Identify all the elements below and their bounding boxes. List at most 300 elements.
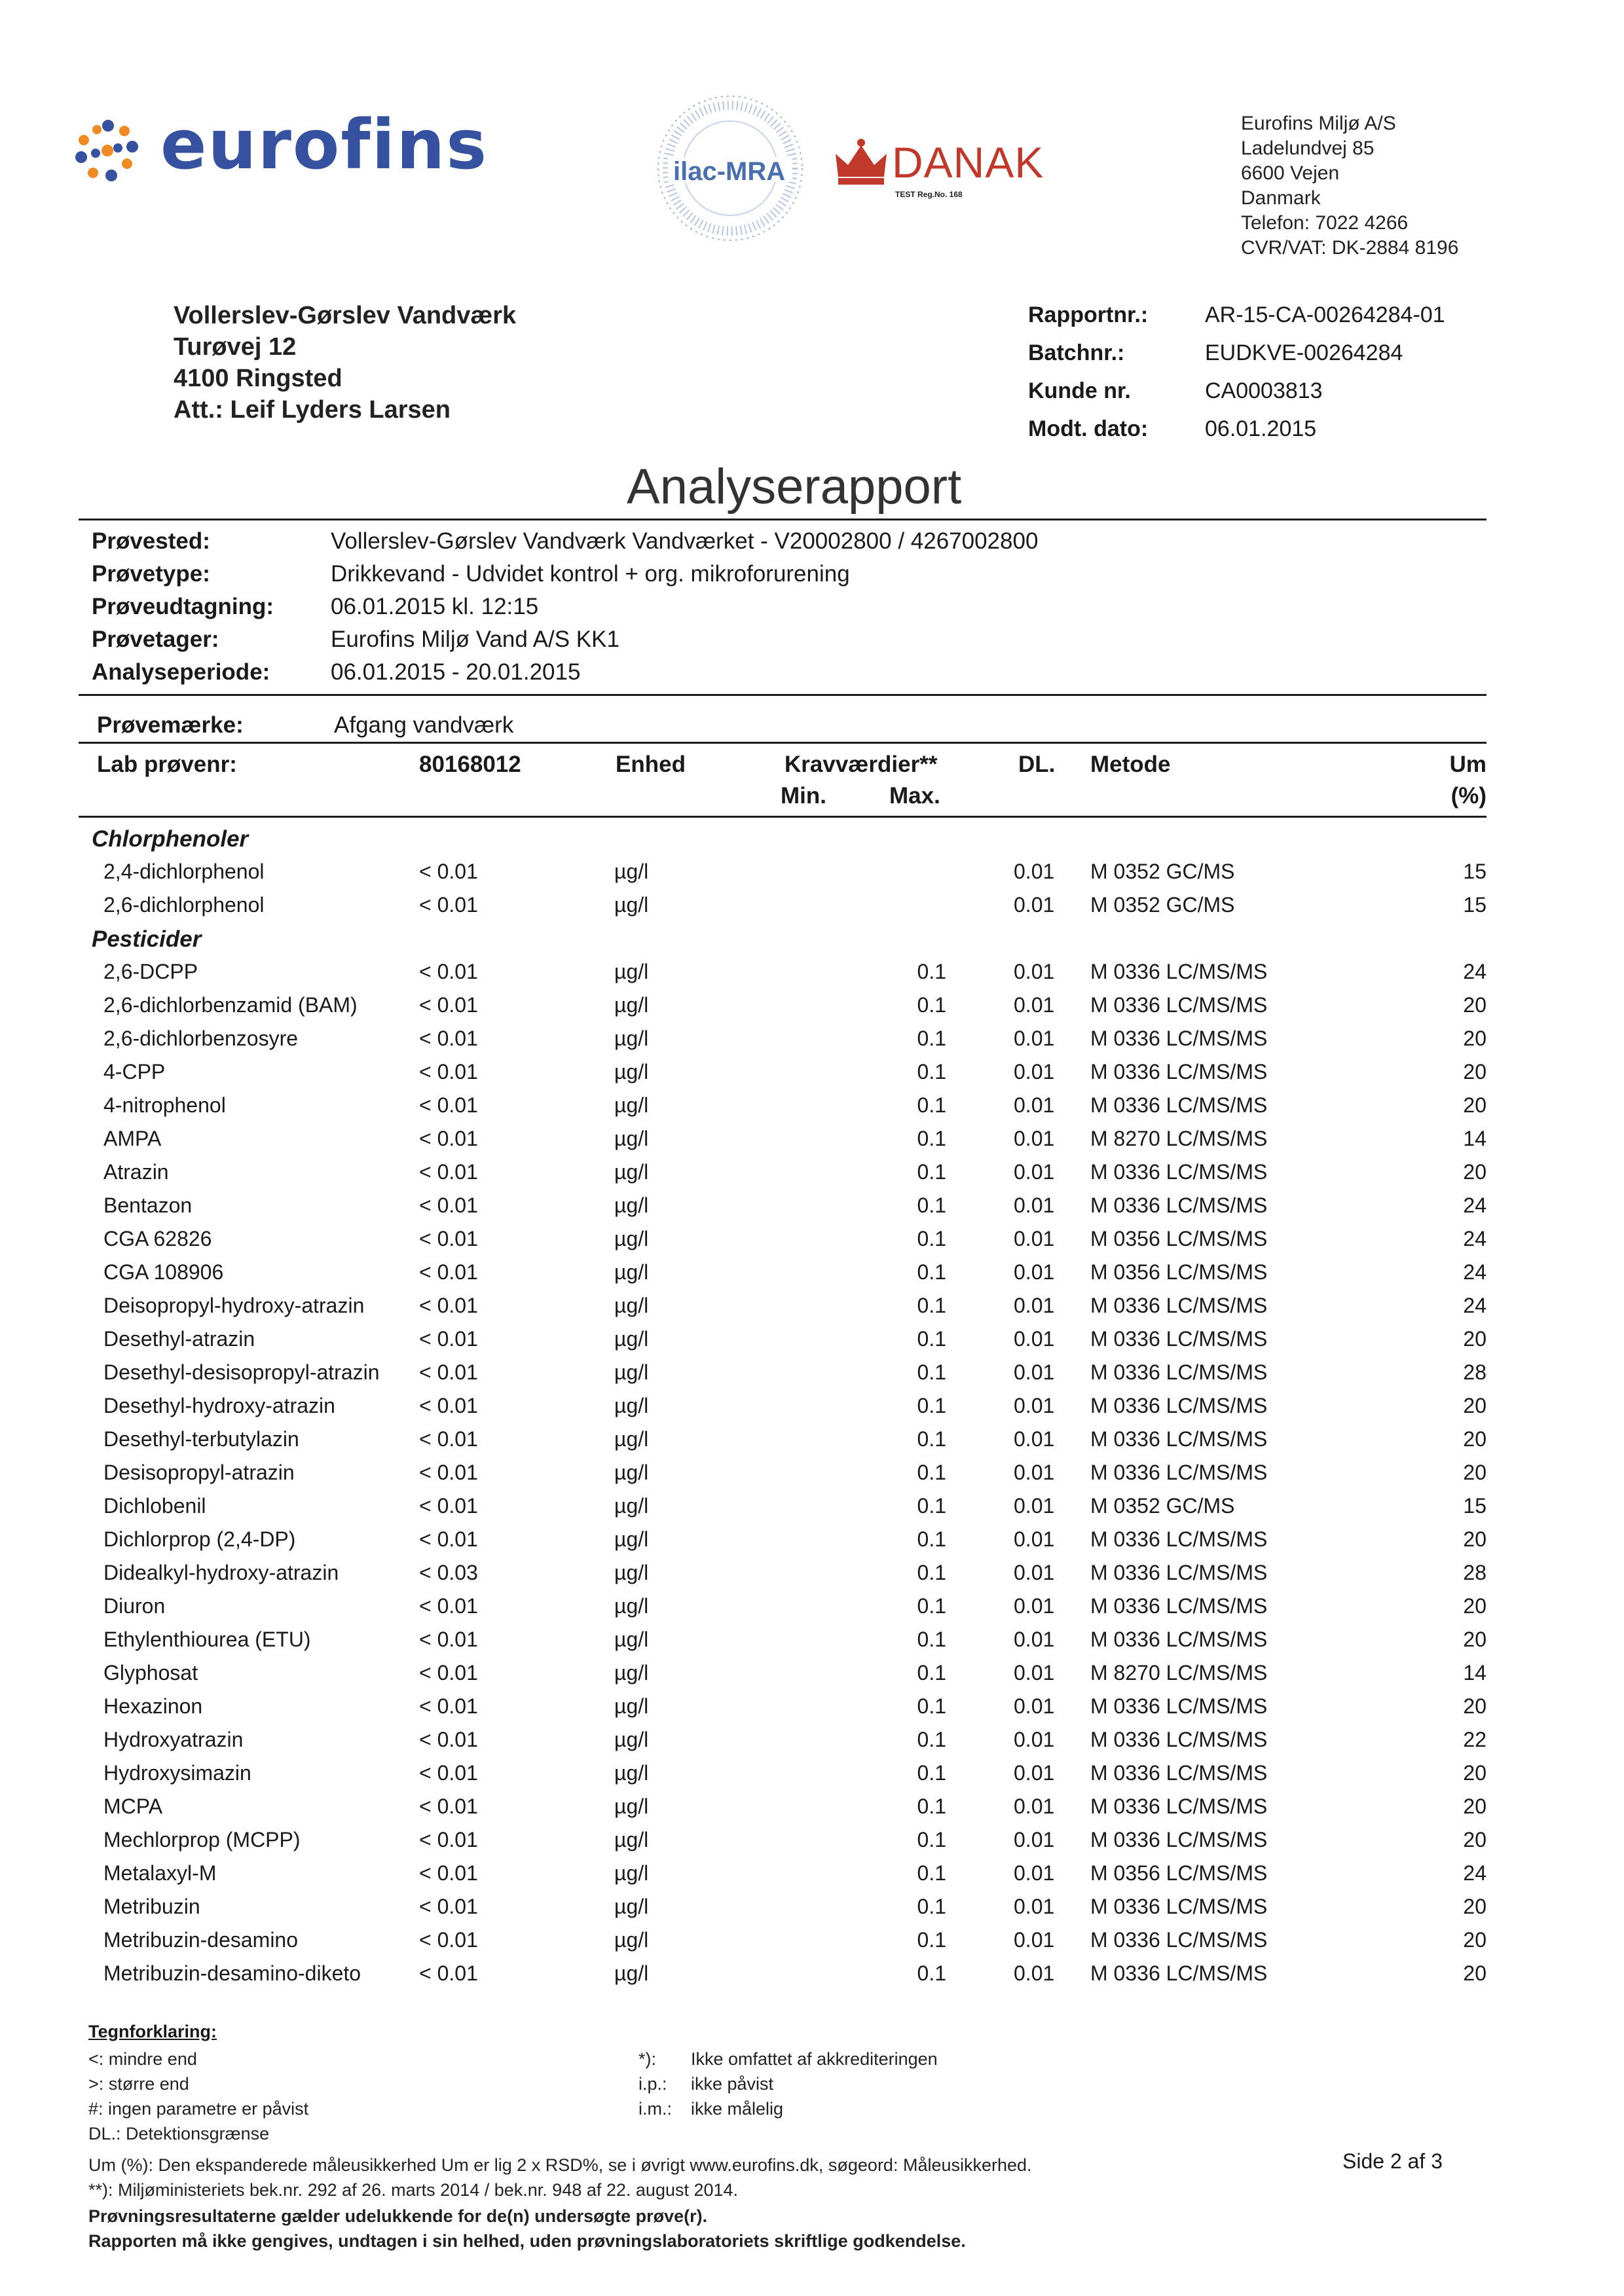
analyte-value: < 0.01 bbox=[419, 1628, 478, 1651]
analyte-unit: µg/l bbox=[614, 1194, 649, 1217]
analyte-max-limit: 0.1 bbox=[917, 1294, 946, 1317]
analyte-uncertainty: 15 bbox=[1463, 860, 1486, 883]
analyte-name: Metribuzin-desamino bbox=[103, 1928, 299, 1952]
analyte-dl: 0.01 bbox=[1014, 1961, 1055, 1985]
analyte-dl: 0.01 bbox=[1014, 1861, 1055, 1885]
meta-value: AR-15-CA-00264284-01 bbox=[1205, 302, 1445, 327]
analyte-value: < 0.01 bbox=[419, 1294, 478, 1317]
analyte-value: < 0.01 bbox=[419, 1828, 478, 1851]
info-value: 06.01.2015 kl. 12:15 bbox=[331, 594, 539, 619]
analyte-method: M 0336 LC/MS/MS bbox=[1090, 1160, 1268, 1184]
eurofins-dots-icon bbox=[72, 117, 144, 189]
analyte-name: Dichlorprop (2,4-DP) bbox=[103, 1527, 296, 1551]
analyte-max-limit: 0.1 bbox=[917, 1127, 946, 1150]
analyte-name: Diuron bbox=[103, 1594, 166, 1618]
crown-icon bbox=[832, 137, 891, 190]
section-title: Pesticider bbox=[92, 926, 202, 952]
analyte-method: M 0356 LC/MS/MS bbox=[1090, 1260, 1268, 1284]
analyte-max-limit: 0.1 bbox=[917, 1427, 946, 1451]
info-value: Vollerslev-Gørslev Vandværk Vandværket - V20002800 / 4267002800 bbox=[331, 528, 1039, 554]
analyte-uncertainty: 20 bbox=[1463, 993, 1486, 1017]
analyte-value: < 0.01 bbox=[419, 1961, 478, 1985]
analyte-unit: µg/l bbox=[614, 1861, 649, 1885]
analyte-method: M 0336 LC/MS/MS bbox=[1090, 1761, 1268, 1785]
analyte-unit: µg/l bbox=[614, 1728, 649, 1751]
analyte-uncertainty: 24 bbox=[1463, 960, 1486, 983]
analyte-value: < 0.01 bbox=[419, 860, 478, 883]
meta-label: Kunde nr. bbox=[1028, 378, 1131, 403]
legend-text: ikke målelig bbox=[691, 2099, 784, 2119]
analyte-value: < 0.01 bbox=[419, 1194, 478, 1217]
analyte-method: M 0336 LC/MS/MS bbox=[1090, 1961, 1268, 1985]
analyte-unit: µg/l bbox=[614, 860, 649, 883]
analyte-max-limit: 0.1 bbox=[917, 1761, 946, 1785]
analyte-name: 2,6-dichlorbenzosyre bbox=[103, 1027, 299, 1050]
analyte-uncertainty: 20 bbox=[1463, 1928, 1486, 1952]
analyte-dl: 0.01 bbox=[1014, 1260, 1055, 1284]
info-label: Prøvetype: bbox=[92, 561, 210, 587]
company-name: Eurofins Miljø A/S bbox=[1241, 113, 1396, 134]
analyte-max-limit: 0.1 bbox=[917, 1527, 946, 1551]
analyte-dl: 0.01 bbox=[1014, 1327, 1055, 1351]
company-country: Danmark bbox=[1241, 187, 1321, 209]
divider bbox=[79, 816, 1486, 818]
analyte-unit: µg/l bbox=[614, 993, 649, 1017]
analyte-method: M 0336 LC/MS/MS bbox=[1090, 1461, 1268, 1484]
analyte-uncertainty: 20 bbox=[1463, 1761, 1486, 1785]
analyte-uncertainty: 20 bbox=[1463, 1828, 1486, 1851]
analyte-dl: 0.01 bbox=[1014, 1294, 1055, 1317]
analyte-value: < 0.01 bbox=[419, 1928, 478, 1952]
analyte-method: M 0336 LC/MS/MS bbox=[1090, 1795, 1268, 1818]
analyte-dl: 0.01 bbox=[1014, 1661, 1055, 1685]
meta-label: Rapportnr.: bbox=[1028, 302, 1149, 327]
col-unit: Enhed bbox=[616, 752, 686, 777]
analyte-method: M 0336 LC/MS/MS bbox=[1090, 1394, 1268, 1417]
analyte-uncertainty: 24 bbox=[1463, 1260, 1486, 1284]
analyte-name: Desethyl-hydroxy-atrazin bbox=[103, 1394, 335, 1417]
analyte-unit: µg/l bbox=[614, 1160, 649, 1184]
company-vat: CVR/VAT: DK-2884 8196 bbox=[1241, 237, 1459, 259]
analyte-value: < 0.01 bbox=[419, 1527, 478, 1551]
divider bbox=[79, 694, 1486, 696]
analyte-uncertainty: 20 bbox=[1463, 1461, 1486, 1484]
analyte-dl: 0.01 bbox=[1014, 1594, 1055, 1618]
analyte-value: < 0.01 bbox=[419, 1461, 478, 1484]
analyte-uncertainty: 20 bbox=[1463, 1895, 1486, 1918]
analyte-uncertainty: 14 bbox=[1463, 1127, 1486, 1150]
analyte-unit: µg/l bbox=[614, 1327, 649, 1351]
analyte-dl: 0.01 bbox=[1014, 1828, 1055, 1851]
col-dl: DL. bbox=[1018, 752, 1056, 777]
col-limits: Kravværdier** bbox=[784, 752, 938, 777]
analyte-name: Desethyl-terbutylazin bbox=[103, 1427, 299, 1451]
analyte-dl: 0.01 bbox=[1014, 1728, 1055, 1751]
analyte-value: < 0.01 bbox=[419, 1027, 478, 1050]
analyte-value: < 0.01 bbox=[419, 1594, 478, 1618]
analyte-value: < 0.01 bbox=[419, 1093, 478, 1117]
analyte-uncertainty: 28 bbox=[1463, 1561, 1486, 1584]
analyte-unit: µg/l bbox=[614, 1594, 649, 1618]
legend-key: i.m.: bbox=[638, 2099, 672, 2119]
analyte-value: < 0.01 bbox=[419, 1494, 478, 1518]
col-lab-sample: Lab prøvenr: bbox=[97, 752, 237, 777]
analyte-max-limit: 0.1 bbox=[917, 1260, 946, 1284]
analyte-max-limit: 0.1 bbox=[917, 1828, 946, 1851]
analyte-dl: 0.01 bbox=[1014, 1093, 1055, 1117]
report-title: Analyserapport bbox=[627, 459, 962, 515]
analyte-dl: 0.01 bbox=[1014, 1027, 1055, 1050]
analyte-name: MCPA bbox=[103, 1795, 163, 1818]
analyte-name: Desethyl-desisopropyl-atrazin bbox=[103, 1360, 380, 1384]
analyte-uncertainty: 20 bbox=[1463, 1027, 1486, 1050]
analyte-max-limit: 0.1 bbox=[917, 1628, 946, 1651]
analyte-dl: 0.01 bbox=[1014, 993, 1055, 1017]
analyte-uncertainty: 24 bbox=[1463, 1194, 1486, 1217]
analyte-value: < 0.01 bbox=[419, 1360, 478, 1384]
meta-label: Batchnr.: bbox=[1028, 340, 1125, 365]
analyte-name: Hydroxysimazin bbox=[103, 1761, 251, 1785]
analyte-dl: 0.01 bbox=[1014, 1127, 1055, 1150]
analyte-unit: µg/l bbox=[614, 1761, 649, 1785]
analyte-value: < 0.01 bbox=[419, 1861, 478, 1885]
analyte-max-limit: 0.1 bbox=[917, 1160, 946, 1184]
analyte-uncertainty: 20 bbox=[1463, 1694, 1486, 1718]
analyte-unit: µg/l bbox=[614, 1427, 649, 1451]
analyte-name: Glyphosat bbox=[103, 1661, 198, 1685]
analyte-name: 4-CPP bbox=[103, 1060, 166, 1084]
analyte-method: M 0336 LC/MS/MS bbox=[1090, 1027, 1268, 1050]
meta-value: CA0003813 bbox=[1205, 378, 1323, 403]
analyte-method: M 0336 LC/MS/MS bbox=[1090, 1093, 1268, 1117]
analyte-method: M 0336 LC/MS/MS bbox=[1090, 1828, 1268, 1851]
analyte-max-limit: 0.1 bbox=[917, 1060, 946, 1084]
analyte-value: < 0.01 bbox=[419, 1127, 478, 1150]
analyte-unit: µg/l bbox=[614, 1127, 649, 1150]
analyte-value: < 0.01 bbox=[419, 1327, 478, 1351]
analyte-method: M 8270 LC/MS/MS bbox=[1090, 1661, 1268, 1685]
legend-item: <: mindre end bbox=[88, 2049, 197, 2069]
analyte-uncertainty: 20 bbox=[1463, 1961, 1486, 1985]
info-label: Prøveudtagning: bbox=[92, 594, 274, 619]
ilac-mra-seal bbox=[648, 92, 812, 246]
analyte-method: M 8270 LC/MS/MS bbox=[1090, 1127, 1268, 1150]
analyte-value: < 0.01 bbox=[419, 1060, 478, 1084]
analyte-max-limit: 0.1 bbox=[917, 1360, 946, 1384]
analyte-max-limit: 0.1 bbox=[917, 1194, 946, 1217]
analyte-dl: 0.01 bbox=[1014, 1928, 1055, 1952]
analyte-name: 2,6-DCPP bbox=[103, 960, 198, 983]
analyte-max-limit: 0.1 bbox=[917, 1093, 946, 1117]
analyte-value: < 0.01 bbox=[419, 1728, 478, 1751]
analyte-max-limit: 0.1 bbox=[917, 1494, 946, 1518]
analyte-method: M 0336 LC/MS/MS bbox=[1090, 1928, 1268, 1952]
analyte-unit: µg/l bbox=[614, 1060, 649, 1084]
analyte-value: < 0.01 bbox=[419, 993, 478, 1017]
info-label: Analyseperiode: bbox=[92, 659, 270, 685]
analyte-max-limit: 0.1 bbox=[917, 1795, 946, 1818]
analyte-max-limit: 0.1 bbox=[917, 960, 946, 983]
analyte-method: M 0336 LC/MS/MS bbox=[1090, 1427, 1268, 1451]
analyte-method: M 0352 GC/MS bbox=[1090, 860, 1235, 883]
customer-address bbox=[174, 300, 516, 426]
analyte-method: M 0336 LC/MS/MS bbox=[1090, 1060, 1268, 1084]
meta-label: Modt. dato: bbox=[1028, 416, 1149, 441]
analyte-dl: 0.01 bbox=[1014, 1494, 1055, 1518]
company-city: 6600 Vejen bbox=[1241, 162, 1340, 184]
col-sample-number: 80168012 bbox=[419, 752, 521, 777]
analyte-method: M 0336 LC/MS/MS bbox=[1090, 1728, 1268, 1751]
analyte-value: < 0.01 bbox=[419, 1895, 478, 1918]
analyte-value: < 0.01 bbox=[419, 1761, 478, 1785]
analyte-method: M 0336 LC/MS/MS bbox=[1090, 1527, 1268, 1551]
company-street: Ladelundvej 85 bbox=[1241, 137, 1375, 159]
meta-value: EUDKVE-00264284 bbox=[1205, 340, 1403, 365]
analyte-name: Didealkyl-hydroxy-atrazin bbox=[103, 1561, 339, 1584]
analyte-uncertainty: 20 bbox=[1463, 1060, 1486, 1084]
analyte-method: M 0336 LC/MS/MS bbox=[1090, 993, 1268, 1017]
analyte-dl: 0.01 bbox=[1014, 1694, 1055, 1718]
analyte-dl: 0.01 bbox=[1014, 1427, 1055, 1451]
legend-key: *): bbox=[638, 2049, 656, 2069]
analyte-max-limit: 0.1 bbox=[917, 1327, 946, 1351]
analyte-name: 2,4-dichlorphenol bbox=[103, 860, 265, 883]
analyte-uncertainty: 14 bbox=[1463, 1661, 1486, 1685]
analyte-unit: µg/l bbox=[614, 1461, 649, 1484]
analyte-name: 2,6-dichlorbenzamid (BAM) bbox=[103, 993, 358, 1017]
analyte-unit: µg/l bbox=[614, 1294, 649, 1317]
analyte-max-limit: 0.1 bbox=[917, 1661, 946, 1685]
analyte-dl: 0.01 bbox=[1014, 893, 1055, 917]
info-value: 06.01.2015 - 20.01.2015 bbox=[331, 659, 581, 685]
analyte-dl: 0.01 bbox=[1014, 1628, 1055, 1651]
analyte-name: Metribuzin bbox=[103, 1895, 200, 1918]
analyte-uncertainty: 20 bbox=[1463, 1795, 1486, 1818]
ilac-label: ilac-MRA bbox=[673, 157, 786, 186]
analyte-name: Hydroxyatrazin bbox=[103, 1728, 244, 1751]
analyte-method: M 0336 LC/MS/MS bbox=[1090, 1360, 1268, 1384]
analyte-unit: µg/l bbox=[614, 1895, 649, 1918]
meta-value: 06.01.2015 bbox=[1205, 416, 1317, 441]
analyte-name: CGA 108906 bbox=[103, 1260, 224, 1284]
analyte-name: Deisopropyl-hydroxy-atrazin bbox=[103, 1294, 365, 1317]
analyte-method: M 0336 LC/MS/MS bbox=[1090, 1294, 1268, 1317]
col-um: Um bbox=[1449, 752, 1486, 777]
analyte-unit: µg/l bbox=[614, 1694, 649, 1718]
analyte-unit: µg/l bbox=[614, 1027, 649, 1050]
analyte-method: M 0336 LC/MS/MS bbox=[1090, 1594, 1268, 1618]
analyte-dl: 0.01 bbox=[1014, 1394, 1055, 1417]
analyte-uncertainty: 20 bbox=[1463, 1594, 1486, 1618]
analyte-max-limit: 0.1 bbox=[917, 1861, 946, 1885]
section-title: Chlorphenoler bbox=[92, 826, 249, 852]
analyte-uncertainty: 20 bbox=[1463, 1160, 1486, 1184]
analyte-value: < 0.01 bbox=[419, 1795, 478, 1818]
analyte-dl: 0.01 bbox=[1014, 1461, 1055, 1484]
analyte-name: AMPA bbox=[103, 1127, 162, 1150]
customer-city: 4100 Ringsted bbox=[174, 365, 342, 392]
analyte-max-limit: 0.1 bbox=[917, 1594, 946, 1618]
analyte-name: Ethylenthiourea (ETU) bbox=[103, 1628, 311, 1651]
company-phone: Telefon: 7022 4266 bbox=[1241, 212, 1409, 234]
analyte-max-limit: 0.1 bbox=[917, 1394, 946, 1417]
um-note: Um (%): Den ekspanderede måleusikkerhed Um er lig 2 x RSD%, se i øvrigt www.eurofins.dk, søgeord: Måleusikkerhed. bbox=[88, 2155, 1032, 2175]
info-label: Prøvetager: bbox=[92, 627, 219, 652]
analyte-name: Desisopropyl-atrazin bbox=[103, 1461, 295, 1484]
page-number: Side 2 af 3 bbox=[1342, 2149, 1443, 2173]
analyte-unit: µg/l bbox=[614, 1661, 649, 1685]
analyte-value: < 0.01 bbox=[419, 1394, 478, 1417]
analyte-method: M 0336 LC/MS/MS bbox=[1090, 1327, 1268, 1351]
analyte-name: Metribuzin-desamino-diketo bbox=[103, 1961, 361, 1985]
analyte-uncertainty: 20 bbox=[1463, 1628, 1486, 1651]
analyte-max-limit: 0.1 bbox=[917, 1227, 946, 1250]
analyte-name: Metalaxyl-M bbox=[103, 1861, 217, 1885]
company-address bbox=[1241, 111, 1458, 261]
customer-name: Vollerslev-Gørslev Vandværk bbox=[174, 302, 517, 329]
analyte-uncertainty: 15 bbox=[1463, 893, 1486, 917]
analyte-max-limit: 0.1 bbox=[917, 1027, 946, 1050]
analyte-unit: µg/l bbox=[614, 1828, 649, 1851]
analyte-uncertainty: 15 bbox=[1463, 1494, 1486, 1518]
analyte-dl: 0.01 bbox=[1014, 1360, 1055, 1384]
sample-mark-label: Prøvemærke: bbox=[97, 712, 244, 738]
analyte-uncertainty: 20 bbox=[1463, 1394, 1486, 1417]
legend-item: DL.: Detektionsgrænse bbox=[88, 2124, 270, 2143]
analyte-max-limit: 0.1 bbox=[917, 1561, 946, 1584]
analyte-max-limit: 0.1 bbox=[917, 1961, 946, 1985]
analyte-name: Hexazinon bbox=[103, 1694, 203, 1718]
analyte-name: 4-nitrophenol bbox=[103, 1093, 226, 1117]
analyte-max-limit: 0.1 bbox=[917, 1928, 946, 1952]
analyte-unit: µg/l bbox=[614, 1928, 649, 1952]
analyte-dl: 0.01 bbox=[1014, 1561, 1055, 1584]
analyte-uncertainty: 20 bbox=[1463, 1427, 1486, 1451]
danak-wordmark: DANAK bbox=[892, 138, 1044, 187]
col-min: Min. bbox=[781, 783, 826, 809]
legend-item: #: ingen parametre er påvist bbox=[88, 2099, 309, 2119]
analyte-unit: µg/l bbox=[614, 1494, 649, 1518]
analyte-name: Mechlorprop (MCPP) bbox=[103, 1828, 301, 1851]
analyte-method: M 0336 LC/MS/MS bbox=[1090, 1895, 1268, 1918]
analyte-method: M 0336 LC/MS/MS bbox=[1090, 1694, 1268, 1718]
eurofins-wordmark: eurofins bbox=[160, 105, 489, 185]
analyte-value: < 0.03 bbox=[419, 1561, 478, 1584]
customer-street: Turøvej 12 bbox=[174, 333, 297, 361]
analyte-unit: µg/l bbox=[614, 1227, 649, 1250]
analyte-method: M 0336 LC/MS/MS bbox=[1090, 1628, 1268, 1651]
analyte-name: Desethyl-atrazin bbox=[103, 1327, 255, 1351]
analyte-dl: 0.01 bbox=[1014, 960, 1055, 983]
analyte-unit: µg/l bbox=[614, 1628, 649, 1651]
legend-text: Ikke omfattet af akkrediteringen bbox=[691, 2049, 938, 2069]
analyte-uncertainty: 20 bbox=[1463, 1093, 1486, 1117]
analyte-dl: 0.01 bbox=[1014, 1895, 1055, 1918]
col-max: Max. bbox=[889, 783, 940, 809]
analyte-max-limit: 0.1 bbox=[917, 1728, 946, 1751]
analyte-dl: 0.01 bbox=[1014, 1527, 1055, 1551]
analyte-value: < 0.01 bbox=[419, 1661, 478, 1685]
analyte-max-limit: 0.1 bbox=[917, 1895, 946, 1918]
analyte-max-limit: 0.1 bbox=[917, 1461, 946, 1484]
legend-key: i.p.: bbox=[638, 2074, 667, 2094]
analyte-uncertainty: 20 bbox=[1463, 1527, 1486, 1551]
analyte-value: < 0.01 bbox=[419, 1227, 478, 1250]
analyte-unit: µg/l bbox=[614, 1961, 649, 1985]
analyte-dl: 0.01 bbox=[1014, 1761, 1055, 1785]
analyte-dl: 0.01 bbox=[1014, 1060, 1055, 1084]
analyte-uncertainty: 24 bbox=[1463, 1227, 1486, 1250]
analyte-name: CGA 62826 bbox=[103, 1227, 212, 1250]
sample-mark-value: Afgang vandværk bbox=[334, 712, 514, 738]
analyte-value: < 0.01 bbox=[419, 1694, 478, 1718]
analyte-unit: µg/l bbox=[614, 1260, 649, 1284]
analyte-method: M 0356 LC/MS/MS bbox=[1090, 1227, 1268, 1250]
analyte-value: < 0.01 bbox=[419, 1160, 478, 1184]
col-um-unit: (%) bbox=[1450, 783, 1486, 809]
analyte-unit: µg/l bbox=[614, 1394, 649, 1417]
analyte-method: M 0336 LC/MS/MS bbox=[1090, 1194, 1268, 1217]
analyte-value: < 0.01 bbox=[419, 1260, 478, 1284]
legend-title: Tegnforklaring: bbox=[88, 2022, 217, 2041]
analyte-unit: µg/l bbox=[614, 1527, 649, 1551]
disclaimer-copy: Rapporten må ikke gengives, undtagen i sin helhed, uden prøvningslaboratoriets skriftlige godkendelse. bbox=[88, 2231, 966, 2251]
analyte-uncertainty: 24 bbox=[1463, 1861, 1486, 1885]
customer-att: Att.: Leif Lyders Larsen bbox=[174, 396, 451, 424]
analyte-dl: 0.01 bbox=[1014, 1194, 1055, 1217]
info-value: Drikkevand - Udvidet kontrol + org. mikroforurening bbox=[331, 561, 850, 587]
analyte-unit: µg/l bbox=[614, 1360, 649, 1384]
analyte-unit: µg/l bbox=[614, 1561, 649, 1584]
col-method: Metode bbox=[1090, 752, 1171, 777]
analyte-unit: µg/l bbox=[614, 1795, 649, 1818]
divider bbox=[79, 519, 1486, 520]
legal-note: **): Miljøministeriets bek.nr. 292 af 26. marts 2014 / bek.nr. 948 af 22. august 2014. bbox=[88, 2180, 739, 2200]
info-label: Prøvested: bbox=[92, 528, 210, 554]
analyte-method: M 0356 LC/MS/MS bbox=[1090, 1861, 1268, 1885]
analyte-uncertainty: 20 bbox=[1463, 1327, 1486, 1351]
legend-text: ikke påvist bbox=[691, 2074, 774, 2094]
analyte-name: 2,6-dichlorphenol bbox=[103, 893, 265, 917]
info-value: Eurofins Miljø Vand A/S KK1 bbox=[331, 627, 619, 652]
danak-reg-number: TEST Reg.No. 168 bbox=[895, 190, 963, 199]
analyte-max-limit: 0.1 bbox=[917, 993, 946, 1017]
analyte-uncertainty: 28 bbox=[1463, 1360, 1486, 1384]
analyte-dl: 0.01 bbox=[1014, 1795, 1055, 1818]
analyte-dl: 0.01 bbox=[1014, 1160, 1055, 1184]
divider bbox=[79, 742, 1486, 744]
analyte-unit: µg/l bbox=[614, 960, 649, 983]
analyte-name: Bentazon bbox=[103, 1194, 193, 1217]
analyte-name: Atrazin bbox=[103, 1160, 169, 1184]
analyte-max-limit: 0.1 bbox=[917, 1694, 946, 1718]
analyte-method: M 0352 GC/MS bbox=[1090, 1494, 1235, 1518]
analyte-method: M 0352 GC/MS bbox=[1090, 893, 1235, 917]
analyte-unit: µg/l bbox=[614, 1093, 649, 1117]
disclaimer-results: Prøvningsresultaterne gælder udelukkende for de(n) undersøgte prøve(r). bbox=[88, 2206, 708, 2226]
analyte-value: < 0.01 bbox=[419, 960, 478, 983]
analyte-unit: µg/l bbox=[614, 893, 649, 917]
analyte-method: M 0336 LC/MS/MS bbox=[1090, 960, 1268, 983]
analyte-value: < 0.01 bbox=[419, 893, 478, 917]
analyte-method: M 0336 LC/MS/MS bbox=[1090, 1561, 1268, 1584]
analyte-dl: 0.01 bbox=[1014, 860, 1055, 883]
analyte-dl: 0.01 bbox=[1014, 1227, 1055, 1250]
analyte-name: Dichlobenil bbox=[103, 1494, 206, 1518]
legend-item: >: større end bbox=[88, 2074, 189, 2094]
analyte-uncertainty: 24 bbox=[1463, 1294, 1486, 1317]
analyte-value: < 0.01 bbox=[419, 1427, 478, 1451]
